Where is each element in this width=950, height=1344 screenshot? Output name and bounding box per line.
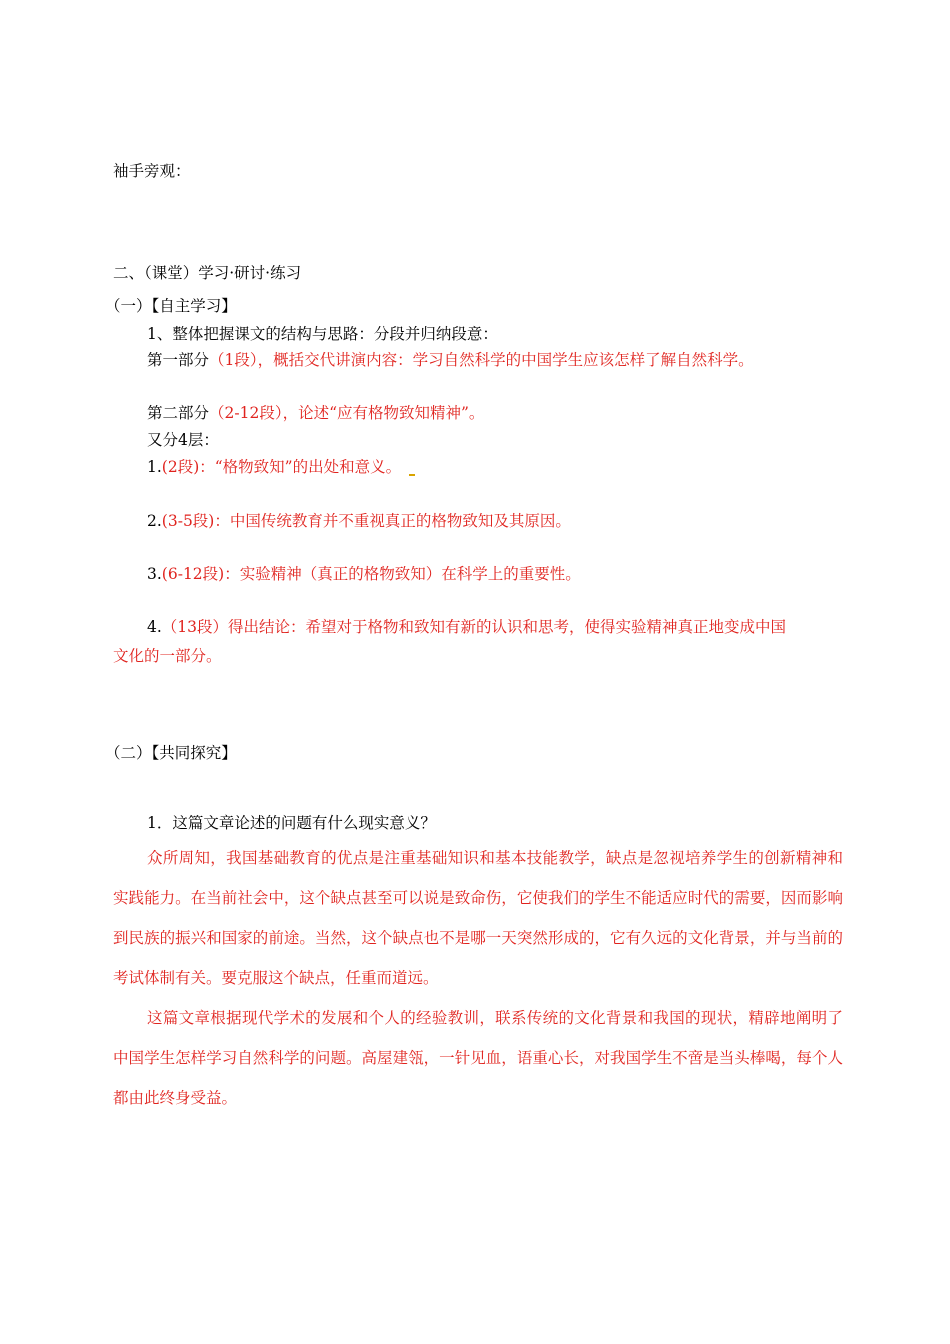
layer-3: [147, 564, 581, 584]
layer-number: 1.: [147, 458, 162, 476]
second-part-summary: （2-12段），论述“应有格物致知精神”。: [209, 404, 485, 422]
first-part-line: [147, 350, 754, 370]
question-1: 1．这篇文章论述的问题有什么现实意义？: [147, 814, 436, 832]
sleeves-label: 袖手旁观：: [113, 162, 191, 180]
layer-text: (3-5段)：中国传统教育并不重视真正的格物致知及其原因。: [161, 512, 571, 530]
second-part-label: 第二部分: [147, 404, 210, 422]
layer-number: 3.: [147, 565, 162, 583]
second-part-line: [147, 403, 484, 423]
layer-4: [147, 617, 786, 637]
section-heading: 二、（课堂）学习·研讨·练习: [113, 264, 302, 282]
layers-intro: 又分4层：: [147, 431, 219, 449]
layer-number: 4.: [147, 618, 162, 636]
answer-paragraph-2: 这篇文章根据现代学术的发展和个人的经验教训，联系传统的文化背景和我国的现状，精辟地阐明了中国学生怎样学习自然科学的问题。高屋建瓴，一针见血，语重心长，对我国学生不啻是当头棒喝，每个人都由此终身受益。: [113, 1009, 843, 1107]
part2-heading: （二）【共同探究】: [105, 744, 237, 762]
first-part-summary: （1段），概括交代讲演内容：学习自然科学的中国学生应该怎样了解自然科学。: [209, 351, 754, 369]
highlight-mark: [409, 474, 415, 476]
part1-heading: （一）【自主学习】: [105, 297, 237, 315]
layer-1: [147, 457, 415, 477]
task1-prompt: 1、整体把握课文的结构与思路：分段并归纳段意：: [147, 325, 498, 343]
layer-2: [147, 511, 571, 531]
layer-number: 2.: [147, 512, 162, 530]
layer-4-continuation: 文化的一部分。: [113, 647, 222, 665]
first-part-label: 第一部分: [147, 351, 210, 369]
layer-text: （13段）得出结论：希望对于格物和致知有新的认识和思考，使得实验精神真正地变成中国: [161, 618, 787, 636]
answer-paragraph-1: 众所周知，我国基础教育的优点是注重基础知识和基本技能教学，缺点是忽视培养学生的创新精神和实践能力。在当前社会中，这个缺点甚至可以说是致命伤，它使我们的学生不能适应时代的需要，因而影响到民族的振兴和国家的前途。当然，这个缺点也不是哪一天突然形成的，它有久远的文化背景，并与当前的考试体制有关。要克服这个缺点，任重而道远。: [113, 849, 843, 987]
layer-text: (2段)：“格物致知”的出处和意义。: [161, 458, 402, 476]
layer-text: (6-12段)：实验精神（真正的格物致知）在科学上的重要性。: [161, 565, 581, 583]
